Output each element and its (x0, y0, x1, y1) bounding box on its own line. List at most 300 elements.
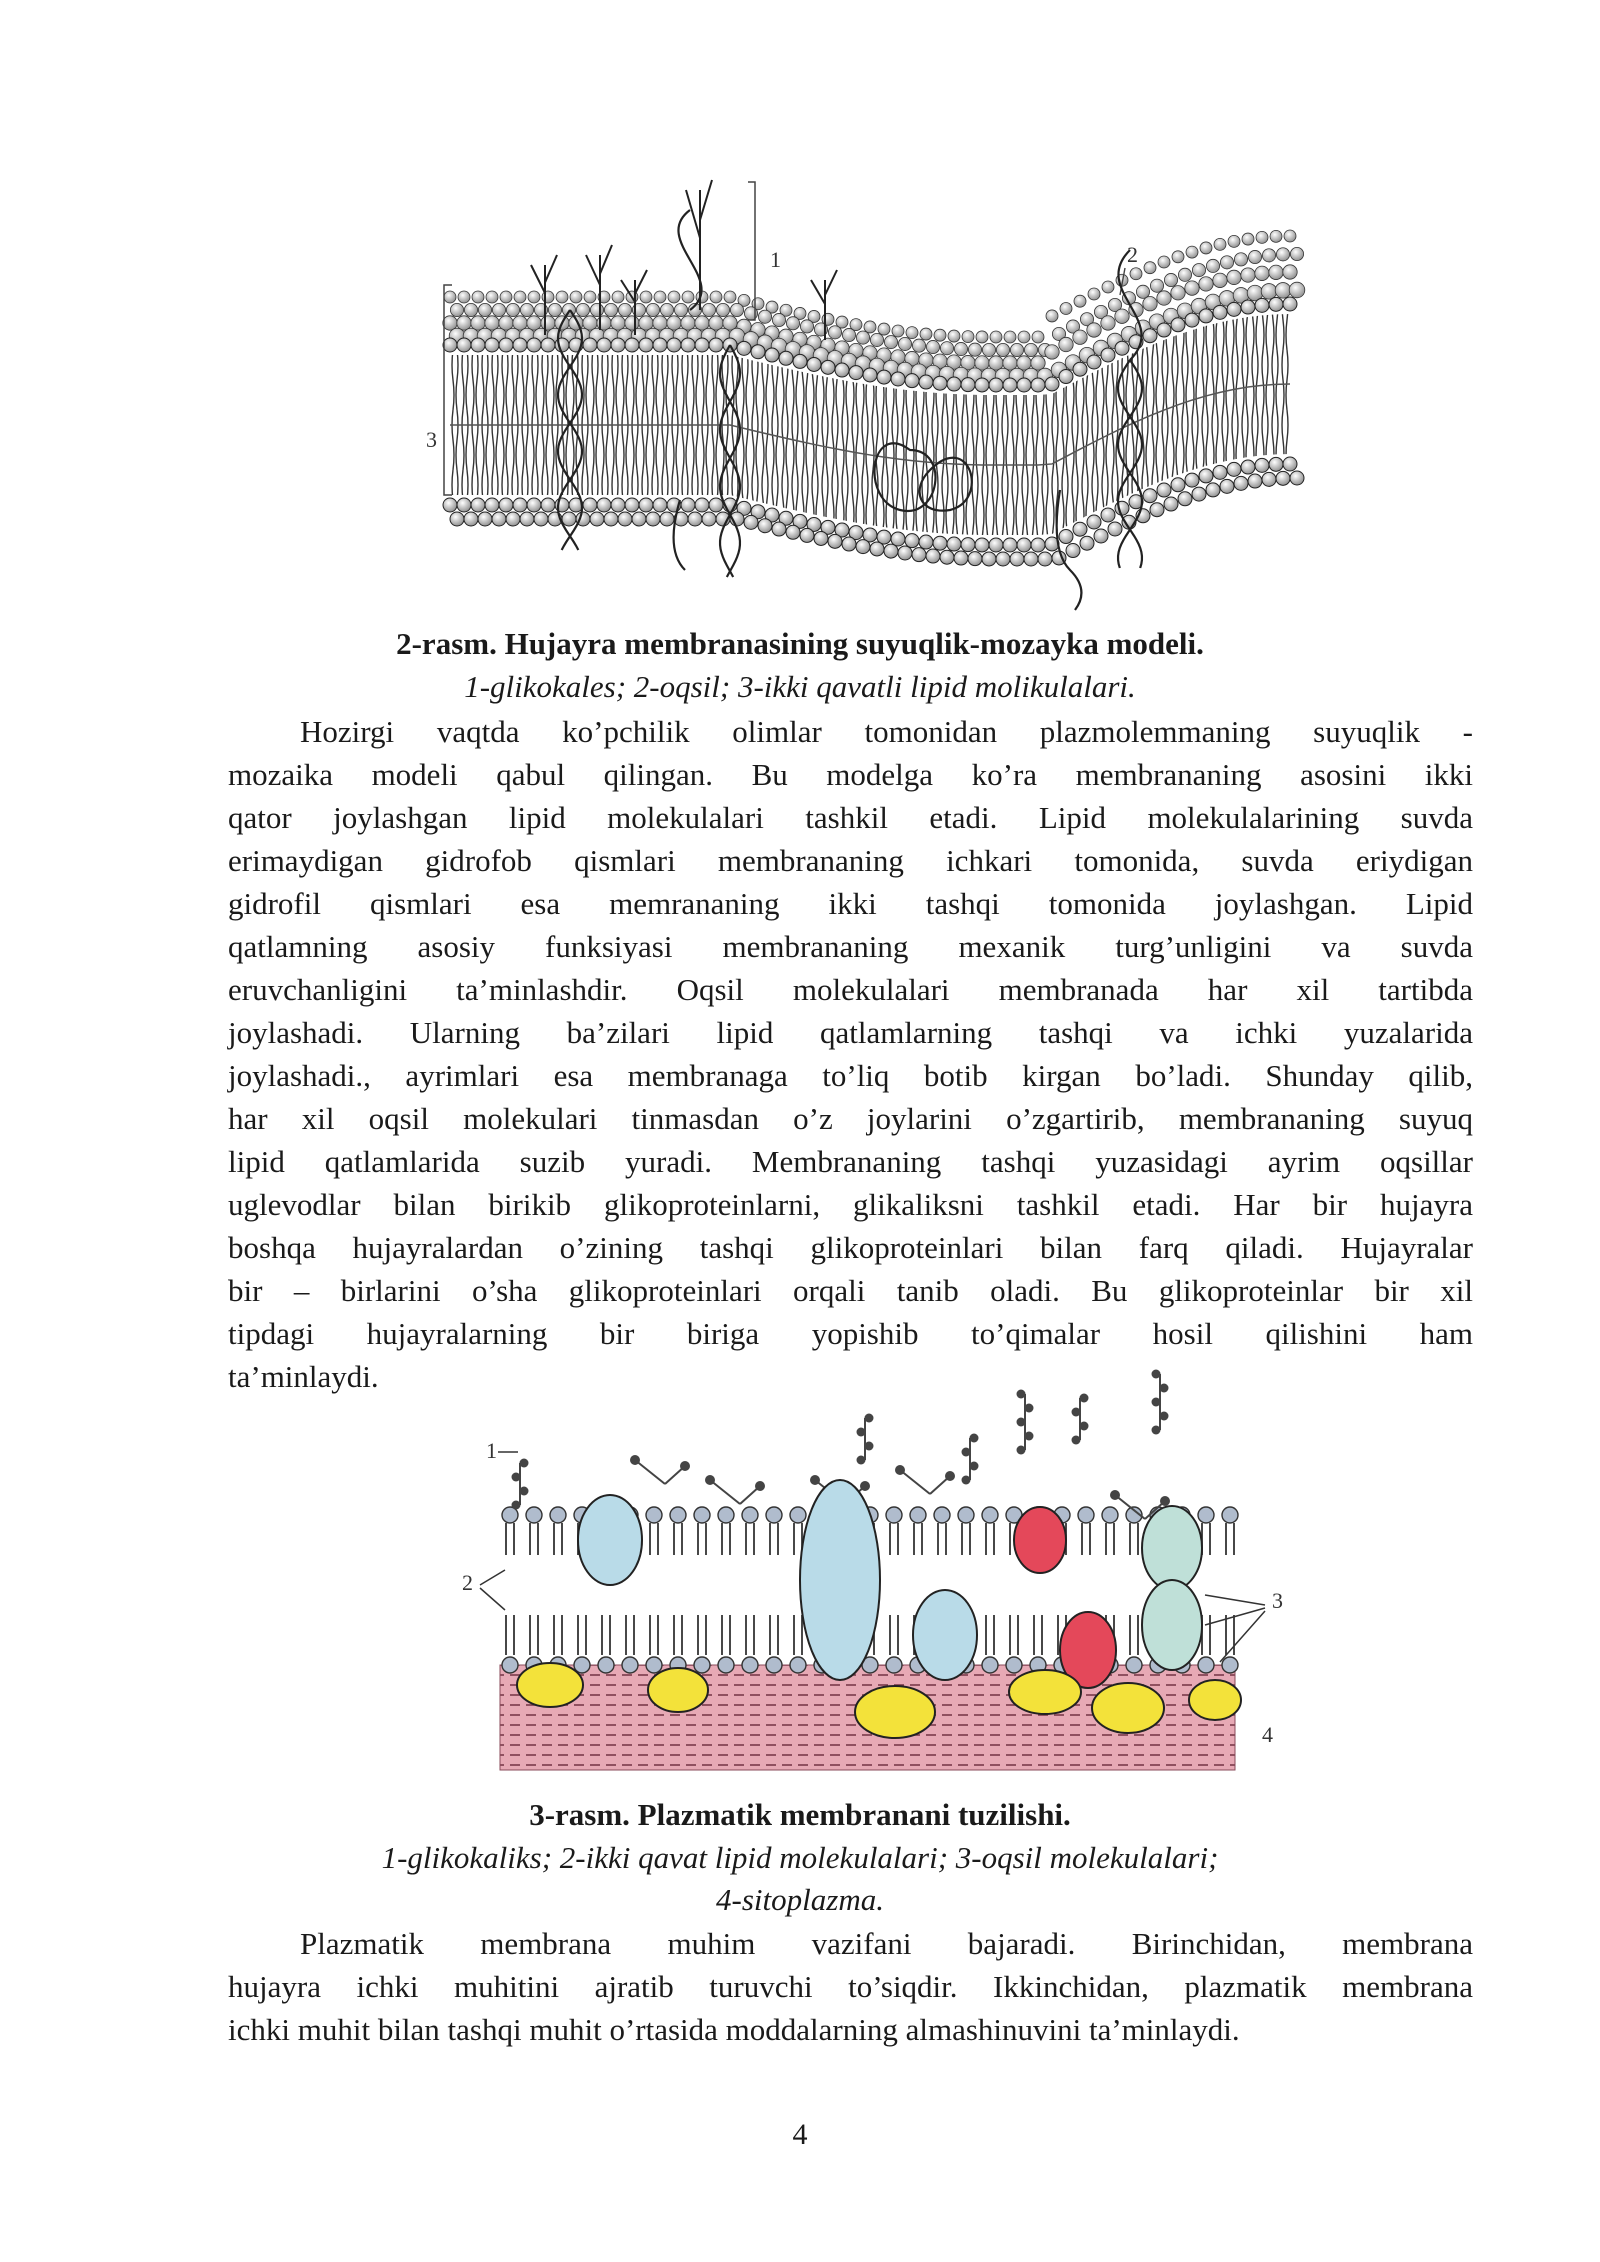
lipid-head (1115, 309, 1129, 323)
lipid-head (996, 552, 1010, 566)
lipid-head (464, 512, 478, 526)
lipid-head (1289, 282, 1305, 298)
lipid-head (668, 291, 680, 303)
lipid-head (1269, 457, 1283, 471)
lipid-head (646, 512, 660, 526)
lipid-head (653, 498, 667, 512)
lipid-head (870, 542, 884, 556)
lipid-head (1164, 273, 1177, 286)
lipid-head (478, 303, 491, 316)
lipid-head (702, 512, 716, 526)
lipid-head (457, 338, 471, 352)
lipid-head (622, 1657, 638, 1673)
lipid-head (450, 512, 464, 526)
lipid-head (905, 374, 919, 388)
lipid-head (1199, 469, 1213, 483)
paragraph-line: joylashadi. Ularning ba’zilari lipid qatlamlarning tashqi va ichki yuzalarida (228, 1015, 1473, 1050)
lipid-head (1157, 483, 1171, 497)
lipid-head (892, 325, 904, 337)
lipid-head (513, 498, 527, 512)
lipid-head (786, 525, 800, 539)
lipid-head (800, 528, 814, 542)
lipid-head (1255, 266, 1269, 280)
lipid-head (653, 338, 667, 352)
lipid-head (954, 342, 967, 355)
glycocalyx-chain (686, 190, 700, 238)
glycocalyx-chain (680, 1461, 690, 1471)
lipid-head (472, 291, 484, 303)
lipid-head (583, 498, 597, 512)
glycocalyx-chain (635, 1460, 665, 1484)
lipid-head (718, 1657, 734, 1673)
lipid-head (1213, 305, 1227, 319)
lipid-head (772, 313, 785, 326)
glycocalyx-chain (705, 1475, 715, 1485)
lipid-head (989, 378, 1003, 392)
lipid-head (1283, 265, 1297, 279)
lipid-head (961, 538, 975, 552)
lipid-head (500, 291, 512, 303)
lipid-head (1198, 1507, 1214, 1523)
lipid-head (779, 351, 793, 365)
lipid-head (989, 538, 1003, 552)
lipid-head (976, 331, 988, 343)
lipid-head (1227, 462, 1241, 476)
lipid-head (906, 327, 918, 339)
paragraph-line: eruvchanligini ta’minlashdir. Oqsil molekulalari membranada har xil tartibda (228, 972, 1473, 1007)
lipid-head (618, 303, 631, 316)
lipid-head (742, 1507, 758, 1523)
lipid-head (1262, 249, 1275, 262)
lipid-head (933, 376, 947, 390)
glycocalyx-chain (586, 255, 600, 285)
lipid-head (1213, 465, 1227, 479)
lipid-head (947, 377, 961, 391)
lipid-head (485, 338, 499, 352)
lipid-head (1087, 515, 1101, 529)
lipid-head (958, 1507, 974, 1523)
lipid-head (1198, 1657, 1214, 1673)
paragraph-line: erimaydigan gidrofob qismlari membrananing ichkari tomonida, suvda eriydigan (228, 843, 1473, 878)
lipid-head (751, 345, 765, 359)
lipid-head (990, 331, 1002, 343)
lipid-head (1024, 552, 1038, 566)
lipid-head (926, 340, 939, 353)
lipid-head (835, 363, 849, 377)
lipid-head (1241, 268, 1255, 282)
lipid-head (514, 291, 526, 303)
lipid-head (926, 549, 940, 563)
integral-protein (1142, 1580, 1202, 1670)
lipid-head (526, 1507, 542, 1523)
lipid-head (1003, 378, 1017, 392)
lipid-head (682, 291, 694, 303)
lipid-head (1004, 331, 1016, 343)
integral-protein (800, 1480, 880, 1680)
lipid-head (737, 341, 751, 355)
lipid-head (962, 331, 974, 343)
lipid-head (1066, 544, 1080, 558)
lipid-head (1115, 341, 1129, 355)
lipid-head (790, 1657, 806, 1673)
lipid-head (1073, 330, 1087, 344)
lipid-head (1234, 253, 1247, 266)
lipid-head (710, 291, 722, 303)
lipid-head (1087, 355, 1101, 369)
lipid-head (1157, 291, 1171, 305)
lipid-head (590, 512, 604, 526)
lipid-head (1003, 538, 1017, 552)
lipid-head (982, 1657, 998, 1673)
lipid-head (625, 498, 639, 512)
lipid-head (878, 323, 890, 335)
lipid-head (604, 512, 618, 526)
lipid-head (877, 370, 891, 384)
integral-protein (1142, 1506, 1202, 1590)
lipid-head (1241, 460, 1255, 474)
lipid-head (1078, 1507, 1094, 1523)
lipid-head (1073, 522, 1087, 536)
lipid-head (709, 498, 723, 512)
lipid-head (590, 303, 603, 316)
figure1-caption-title: 2-rasm. Hujayra membranasining suyuqlik-mozayka modeli. (396, 626, 1204, 661)
lipid-head (1270, 230, 1282, 242)
lipid-head (1248, 250, 1261, 263)
figure1-label-2: 2 (1127, 242, 1138, 267)
lipid-head (898, 337, 911, 350)
lipid-head (1074, 295, 1086, 307)
lipid-head (968, 552, 982, 566)
lipid-head (485, 498, 499, 512)
lipid-head (982, 1507, 998, 1523)
lipid-head (1206, 483, 1220, 497)
lipid-head (1045, 377, 1059, 391)
lipid-head (1143, 296, 1157, 310)
lipid-head (814, 531, 828, 545)
lipid-head (849, 366, 863, 380)
lipid-head (1080, 536, 1094, 550)
glycocalyx-chain (1160, 1496, 1170, 1506)
paragraph-line: qatlamning asosiy funksiyasi membrananing mexanik turg’unligini va suvda (228, 929, 1473, 964)
lipid-head (450, 303, 463, 316)
lipid-head (1024, 343, 1037, 356)
lipid-head (1088, 288, 1100, 300)
lipid-head (584, 291, 596, 303)
glycocalyx-chain (860, 1481, 870, 1491)
lipid-head (1255, 458, 1269, 472)
lipid-head (1214, 238, 1226, 250)
lipid-head (828, 534, 842, 548)
figure1-caption-subtitle: 1-glikokales; 2-oqsil; 3-ikki qavatli lipid molikulalari. (464, 669, 1136, 704)
lipid-head (1283, 457, 1297, 471)
glycocalyx-chain (810, 1475, 820, 1485)
paragraph-line: har xil oqsil molekulari tinmasdan o’z joylarini o’zgartirib, membrananing suyuq (228, 1101, 1473, 1136)
lipid-head (674, 303, 687, 316)
lipid-head (716, 303, 729, 316)
lipid-head (996, 343, 1009, 356)
lipid-head (940, 550, 954, 564)
lipid-head (562, 512, 576, 526)
lipid-head (933, 536, 947, 550)
lipid-head (1102, 1507, 1118, 1523)
lipid-head (527, 338, 541, 352)
lipid-head (766, 1657, 782, 1673)
paragraph-line: boshqa hujayralardan o’zining tashqi glikoproteinlari bilan farq qiladi. Hujayralar (228, 1230, 1473, 1265)
lipid-head (898, 546, 912, 560)
paragraph-line: tipdagi hujayralarning bir biriga yopishib to’qimalar hosil qilishini ham (228, 1316, 1473, 1351)
lipid-head (486, 291, 498, 303)
lipid-head (492, 303, 505, 316)
paragraph-line: mozaika modeli qabul qilingan. Bu modelga ko’ra membrananing asosini ikki (228, 757, 1473, 792)
lipid-head (646, 303, 659, 316)
lipid-head (1213, 273, 1227, 287)
lipid-head (1192, 487, 1206, 501)
lipid-head (886, 1657, 902, 1673)
paragraph-2 (228, 1922, 1473, 2051)
lipid-head (772, 522, 786, 536)
lipid-head (471, 338, 485, 352)
glycocalyx-chain (945, 1471, 955, 1481)
lipid-head (1242, 233, 1254, 245)
lipid-head (758, 519, 772, 533)
lipid-head (800, 320, 813, 333)
pointer-3 (1205, 1595, 1265, 1662)
lipid-head (1269, 265, 1283, 279)
lipid-head (506, 303, 519, 316)
lipid-head (1178, 492, 1192, 506)
pointer-2 (480, 1570, 505, 1610)
figure2-caption-subtitle-line1: 1-glikokaliks; 2-ikki qavat lipid molekulalari; 3-oqsil molekulalari; (381, 1840, 1219, 1875)
lipid-head (695, 498, 709, 512)
lipid-head (920, 328, 932, 340)
lipid-head (1144, 262, 1156, 274)
lipid-head (1290, 247, 1303, 260)
cytoplasm-inclusion (1009, 1670, 1081, 1714)
lipid-head (520, 512, 534, 526)
lipid-head (576, 303, 589, 316)
lipid-head (1101, 316, 1115, 330)
lipid-head (660, 512, 674, 526)
glycocalyx-chain (531, 265, 545, 293)
lipid-head (457, 498, 471, 512)
lipid-head (1185, 281, 1199, 295)
lipid-head (1046, 310, 1058, 322)
lipid-head (1157, 323, 1171, 337)
paragraph-line: gidrofil qismlari esa memrananing ikki tashqi tomonida joylashgan. Lipid (228, 886, 1473, 921)
lipid-head (1150, 279, 1163, 292)
lipid-head (1192, 263, 1205, 276)
paragraph-line: Plazmatik membrana muhim vazifani bajaradi. Birinchidan, membrana (300, 1926, 1473, 1961)
paragraph-line: uglevodlar bilan birikib glikoproteinlarni, glikaliksni tashkil etadi. Har bir hujayra (228, 1187, 1473, 1222)
figure2-label-1: 1 (486, 1438, 497, 1463)
cytoplasm-inclusion (648, 1668, 708, 1712)
lipid-head (1227, 302, 1241, 316)
paragraph-line: joylashadi., ayrimlari esa membranaga to’liq botib kirgan bo’ladi. Shunday qilib, (228, 1058, 1473, 1093)
lipid-head (730, 303, 743, 316)
figure2-label-4: 4 (1262, 1722, 1273, 1747)
lipid-head (541, 338, 555, 352)
lipid-head (471, 498, 485, 512)
lipid-head (492, 512, 506, 526)
lipid-head (828, 326, 841, 339)
lipid-head (639, 498, 653, 512)
lipid-head (1283, 297, 1297, 311)
figure1-label-3: 3 (426, 427, 437, 452)
lipid-head (702, 303, 715, 316)
lipid-head (947, 537, 961, 551)
lipid-head (856, 331, 869, 344)
lipid-head (744, 515, 758, 529)
lipid-head (502, 1657, 518, 1673)
glycocalyx-chain (895, 1465, 905, 1475)
lipid-head (1220, 256, 1233, 269)
lipid-head (598, 1657, 614, 1673)
lipid-head (618, 512, 632, 526)
glycocalyx-chain (630, 1455, 640, 1465)
lipid-head (1228, 235, 1240, 247)
lipid-head (499, 338, 513, 352)
fluid-mosaic-membrane-figure (426, 170, 1320, 610)
lipid-head (1276, 248, 1289, 261)
lipid-head (934, 329, 946, 341)
lipid-head (1060, 303, 1072, 315)
lipid-head (1108, 522, 1122, 536)
peripheral-protein (913, 1590, 977, 1680)
paragraph-line: hujayra ichki muhitini ajratib turuvchi to’siqdir. Ikkinchidan, plazmatik membrana (228, 1969, 1473, 2004)
figure1-label-1: 1 (770, 247, 781, 272)
lipid-head (1010, 552, 1024, 566)
lipid-head (513, 338, 527, 352)
lipid-head (1171, 478, 1185, 492)
lipid-head (667, 338, 681, 352)
lipid-head (1101, 508, 1115, 522)
lipid-head (982, 552, 996, 566)
lipid-head (1284, 230, 1296, 242)
plasma-membrane-figure (460, 1400, 1300, 1790)
lipid-head (681, 338, 695, 352)
lipid-head (718, 1507, 734, 1523)
lipid-head (910, 1507, 926, 1523)
lipid-head (639, 338, 653, 352)
lipid-head (912, 548, 926, 562)
lipid-head (758, 310, 771, 323)
glycocalyx-chain (825, 270, 837, 295)
lipid-head (640, 291, 652, 303)
lipid-head (527, 498, 541, 512)
lipid-head (1261, 284, 1277, 300)
lipid-head (646, 1507, 662, 1523)
lipid-head (975, 378, 989, 392)
lipid-head (1290, 471, 1304, 485)
glycocalyx-chain (700, 180, 712, 220)
lipid-head (550, 1507, 566, 1523)
lipid-head (884, 544, 898, 558)
lipid-head (1059, 370, 1073, 384)
lipid-head (968, 343, 981, 356)
lipid-head (961, 378, 975, 392)
lipid-head (1222, 1657, 1238, 1673)
lipid-head (1158, 256, 1170, 268)
lipid-head (1256, 231, 1268, 243)
lipid-head (1227, 270, 1241, 284)
lipid-head (694, 1507, 710, 1523)
cytoplasm-inclusion (1189, 1680, 1241, 1720)
lipid-head (1222, 1507, 1238, 1523)
lipid-head (884, 335, 897, 348)
lipid-head (688, 512, 702, 526)
lipid-head (821, 360, 835, 374)
lipid-head (556, 291, 568, 303)
lipid-head (670, 1507, 686, 1523)
lipid-head (786, 317, 799, 330)
lipid-head (464, 303, 477, 316)
lipid-head (1172, 251, 1184, 263)
lipid-head (870, 333, 883, 346)
lipid-head (570, 291, 582, 303)
lipid-head (660, 303, 673, 316)
lipid-head (1164, 497, 1178, 511)
page-number: 4 (792, 2118, 808, 2151)
lipid-head (1018, 331, 1030, 343)
figure2-label-3: 3 (1272, 1588, 1283, 1613)
lipid-head (724, 291, 736, 303)
lipid-head (940, 342, 953, 355)
lipid-head (541, 498, 555, 512)
lipid-head (1010, 343, 1023, 356)
lipid-head (1102, 281, 1114, 293)
lipid-head (1186, 246, 1198, 258)
lipid-head (912, 339, 925, 352)
paragraph-line: qator joylashgan lipid molekulalari tashkil etadi. Lipid molekulalarining suvda (228, 800, 1473, 835)
lipid-head (709, 338, 723, 352)
lipid-head (681, 498, 695, 512)
lipid-head (694, 1657, 710, 1673)
lipid-head (1059, 530, 1073, 544)
lipid-head (1031, 538, 1045, 552)
glycocalyx-chain (755, 1481, 765, 1491)
lipid-head (905, 534, 919, 548)
lipid-head (611, 338, 625, 352)
lipid-head (982, 343, 995, 356)
glycocalyx-chain (635, 270, 647, 294)
lipid-head (625, 338, 639, 352)
lipid-head (1006, 1657, 1022, 1673)
lipid-head (886, 1507, 902, 1523)
lipid-head (632, 512, 646, 526)
lipid-head (1143, 329, 1157, 343)
lipid-head (975, 538, 989, 552)
lipid-head (695, 338, 709, 352)
lipid-head (1206, 259, 1219, 272)
lipid-head (1234, 476, 1248, 490)
lipid-head (458, 291, 470, 303)
lipid-head (1059, 337, 1073, 351)
lipid-head (1269, 297, 1283, 311)
glycocalyx-chain (811, 280, 825, 304)
lipid-head (1200, 242, 1212, 254)
lipid-head (534, 512, 548, 526)
lipid-head (1038, 552, 1052, 566)
lipid-head (1199, 277, 1213, 291)
cytoplasm-inclusion (517, 1663, 583, 1707)
cytoplasm-inclusion (855, 1686, 935, 1738)
lipid-head (842, 328, 855, 341)
lipid-head (443, 338, 457, 352)
lipid-head (807, 357, 821, 371)
lipid-head (1045, 345, 1059, 359)
lipid-head (520, 303, 533, 316)
lipid-head (864, 321, 876, 333)
